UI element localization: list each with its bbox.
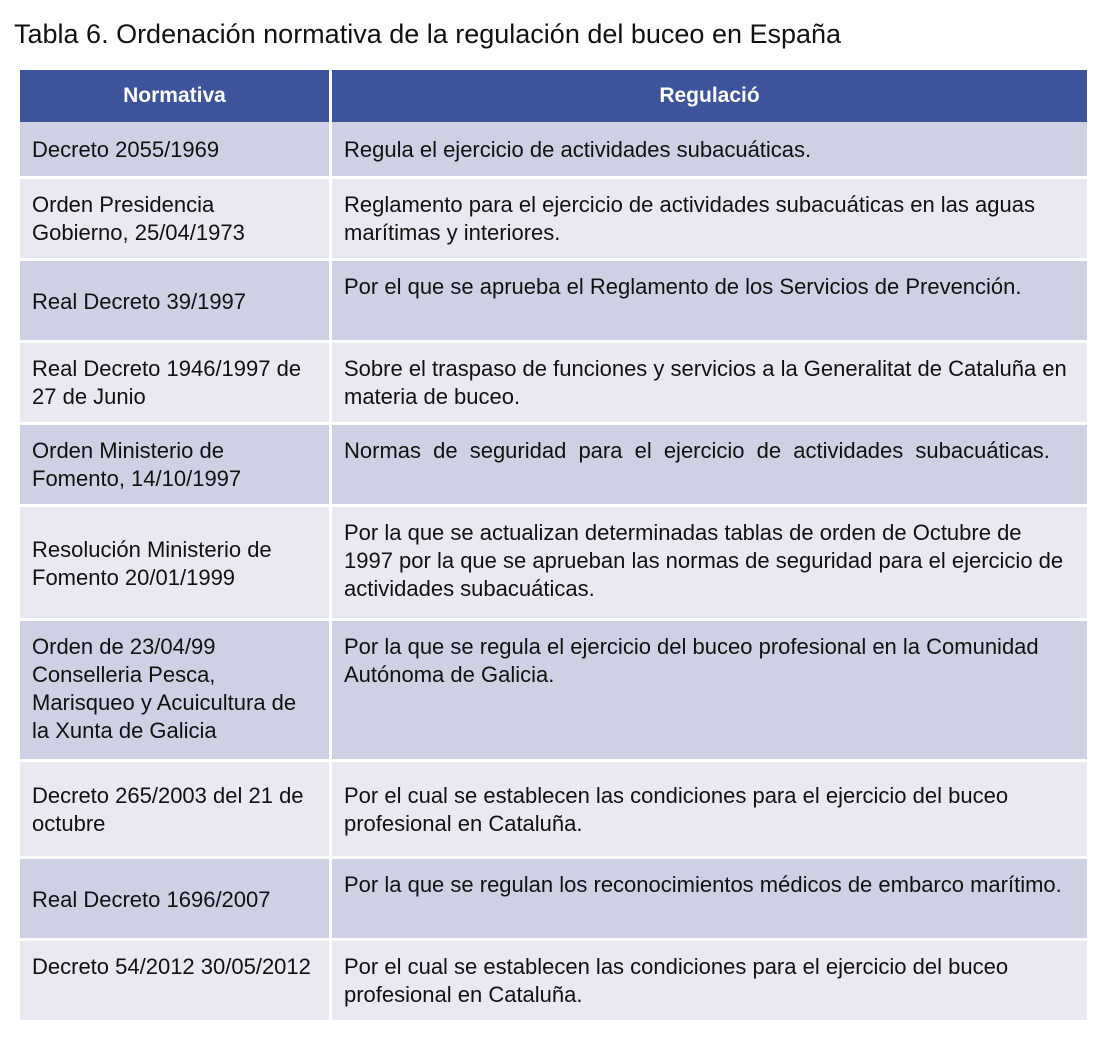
table-row [20,762,1087,859]
normativa-cell: Decreto 2055/1969 [20,122,332,179]
regulation-table-container [20,70,1087,1023]
header-regulacion: Regulació [332,70,1087,122]
normativa-cell: Orden Ministerio de Fomento, 14/10/1997 [20,425,332,507]
table-row [20,261,1087,343]
regulacion-cell: Por el que se aprueba el Reglamento de los Servicios de Prevención. [332,261,1087,343]
table-row [20,621,1087,762]
table-row [20,122,1087,179]
normativa-cell: Orden de 23/04/99 Conselleria Pesca, Marisqueo y Acuicultura de la Xunta de Galicia [20,621,332,762]
regulacion-cell: Regula el ejercicio de actividades subacuáticas. [332,122,1087,179]
table-row [20,859,1087,941]
regulacion-cell: Sobre el traspaso de funciones y servicios a la Generalitat de Cataluña en materia de buceo. [332,343,1087,425]
normativa-cell: Decreto 54/2012 30/05/2012 [20,941,332,1023]
regulacion-cell: Reglamento para el ejercicio de actividades subacuáticas en las aguas marítimas y interiores. [332,179,1087,261]
regulacion-cell: Por la que se regulan los reconocimientos médicos de embarco marítimo. [332,859,1087,941]
table-row [20,425,1087,507]
regulacion-cell: Por el cual se establecen las condiciones para el ejercicio del buceo profesional en Cataluña. [332,762,1087,859]
regulacion-cell: Por la que se actualizan determinadas tablas de orden de Octubre de 1997 por la que se aprueban las normas de seguridad para el ejercicio de actividades subacuáticas. [332,507,1087,621]
regulacion-cell: Normas de seguridad para el ejercicio de actividades subacuáticas. [332,425,1087,507]
normativa-cell: Resolución Ministerio de Fomento 20/01/1999 [20,507,332,621]
regulacion-cell: Por el cual se establecen las condiciones para el ejercicio del buceo profesional en Cataluña. [332,941,1087,1023]
normativa-cell: Real Decreto 1946/1997 de 27 de Junio [20,343,332,425]
normativa-cell: Orden Presidencia Gobierno, 25/04/1973 [20,179,332,261]
regulation-table [20,70,1087,1023]
table-caption: Tabla 6. Ordenación normativa de la regulación del buceo en España [14,19,842,49]
header-normativa: Normativa [20,70,332,122]
normativa-cell: Real Decreto 39/1997 [20,261,332,343]
table-row [20,507,1087,621]
table-row [20,941,1087,1023]
normativa-cell: Decreto 265/2003 del 21 de octubre [20,762,332,859]
normativa-cell: Real Decreto 1696/2007 [20,859,332,941]
table-header-row [20,70,1087,122]
table-row [20,343,1087,425]
regulacion-cell: Por la que se regula el ejercicio del buceo profesional en la Comunidad Autónoma de Galicia. [332,621,1087,762]
table-row [20,179,1087,261]
